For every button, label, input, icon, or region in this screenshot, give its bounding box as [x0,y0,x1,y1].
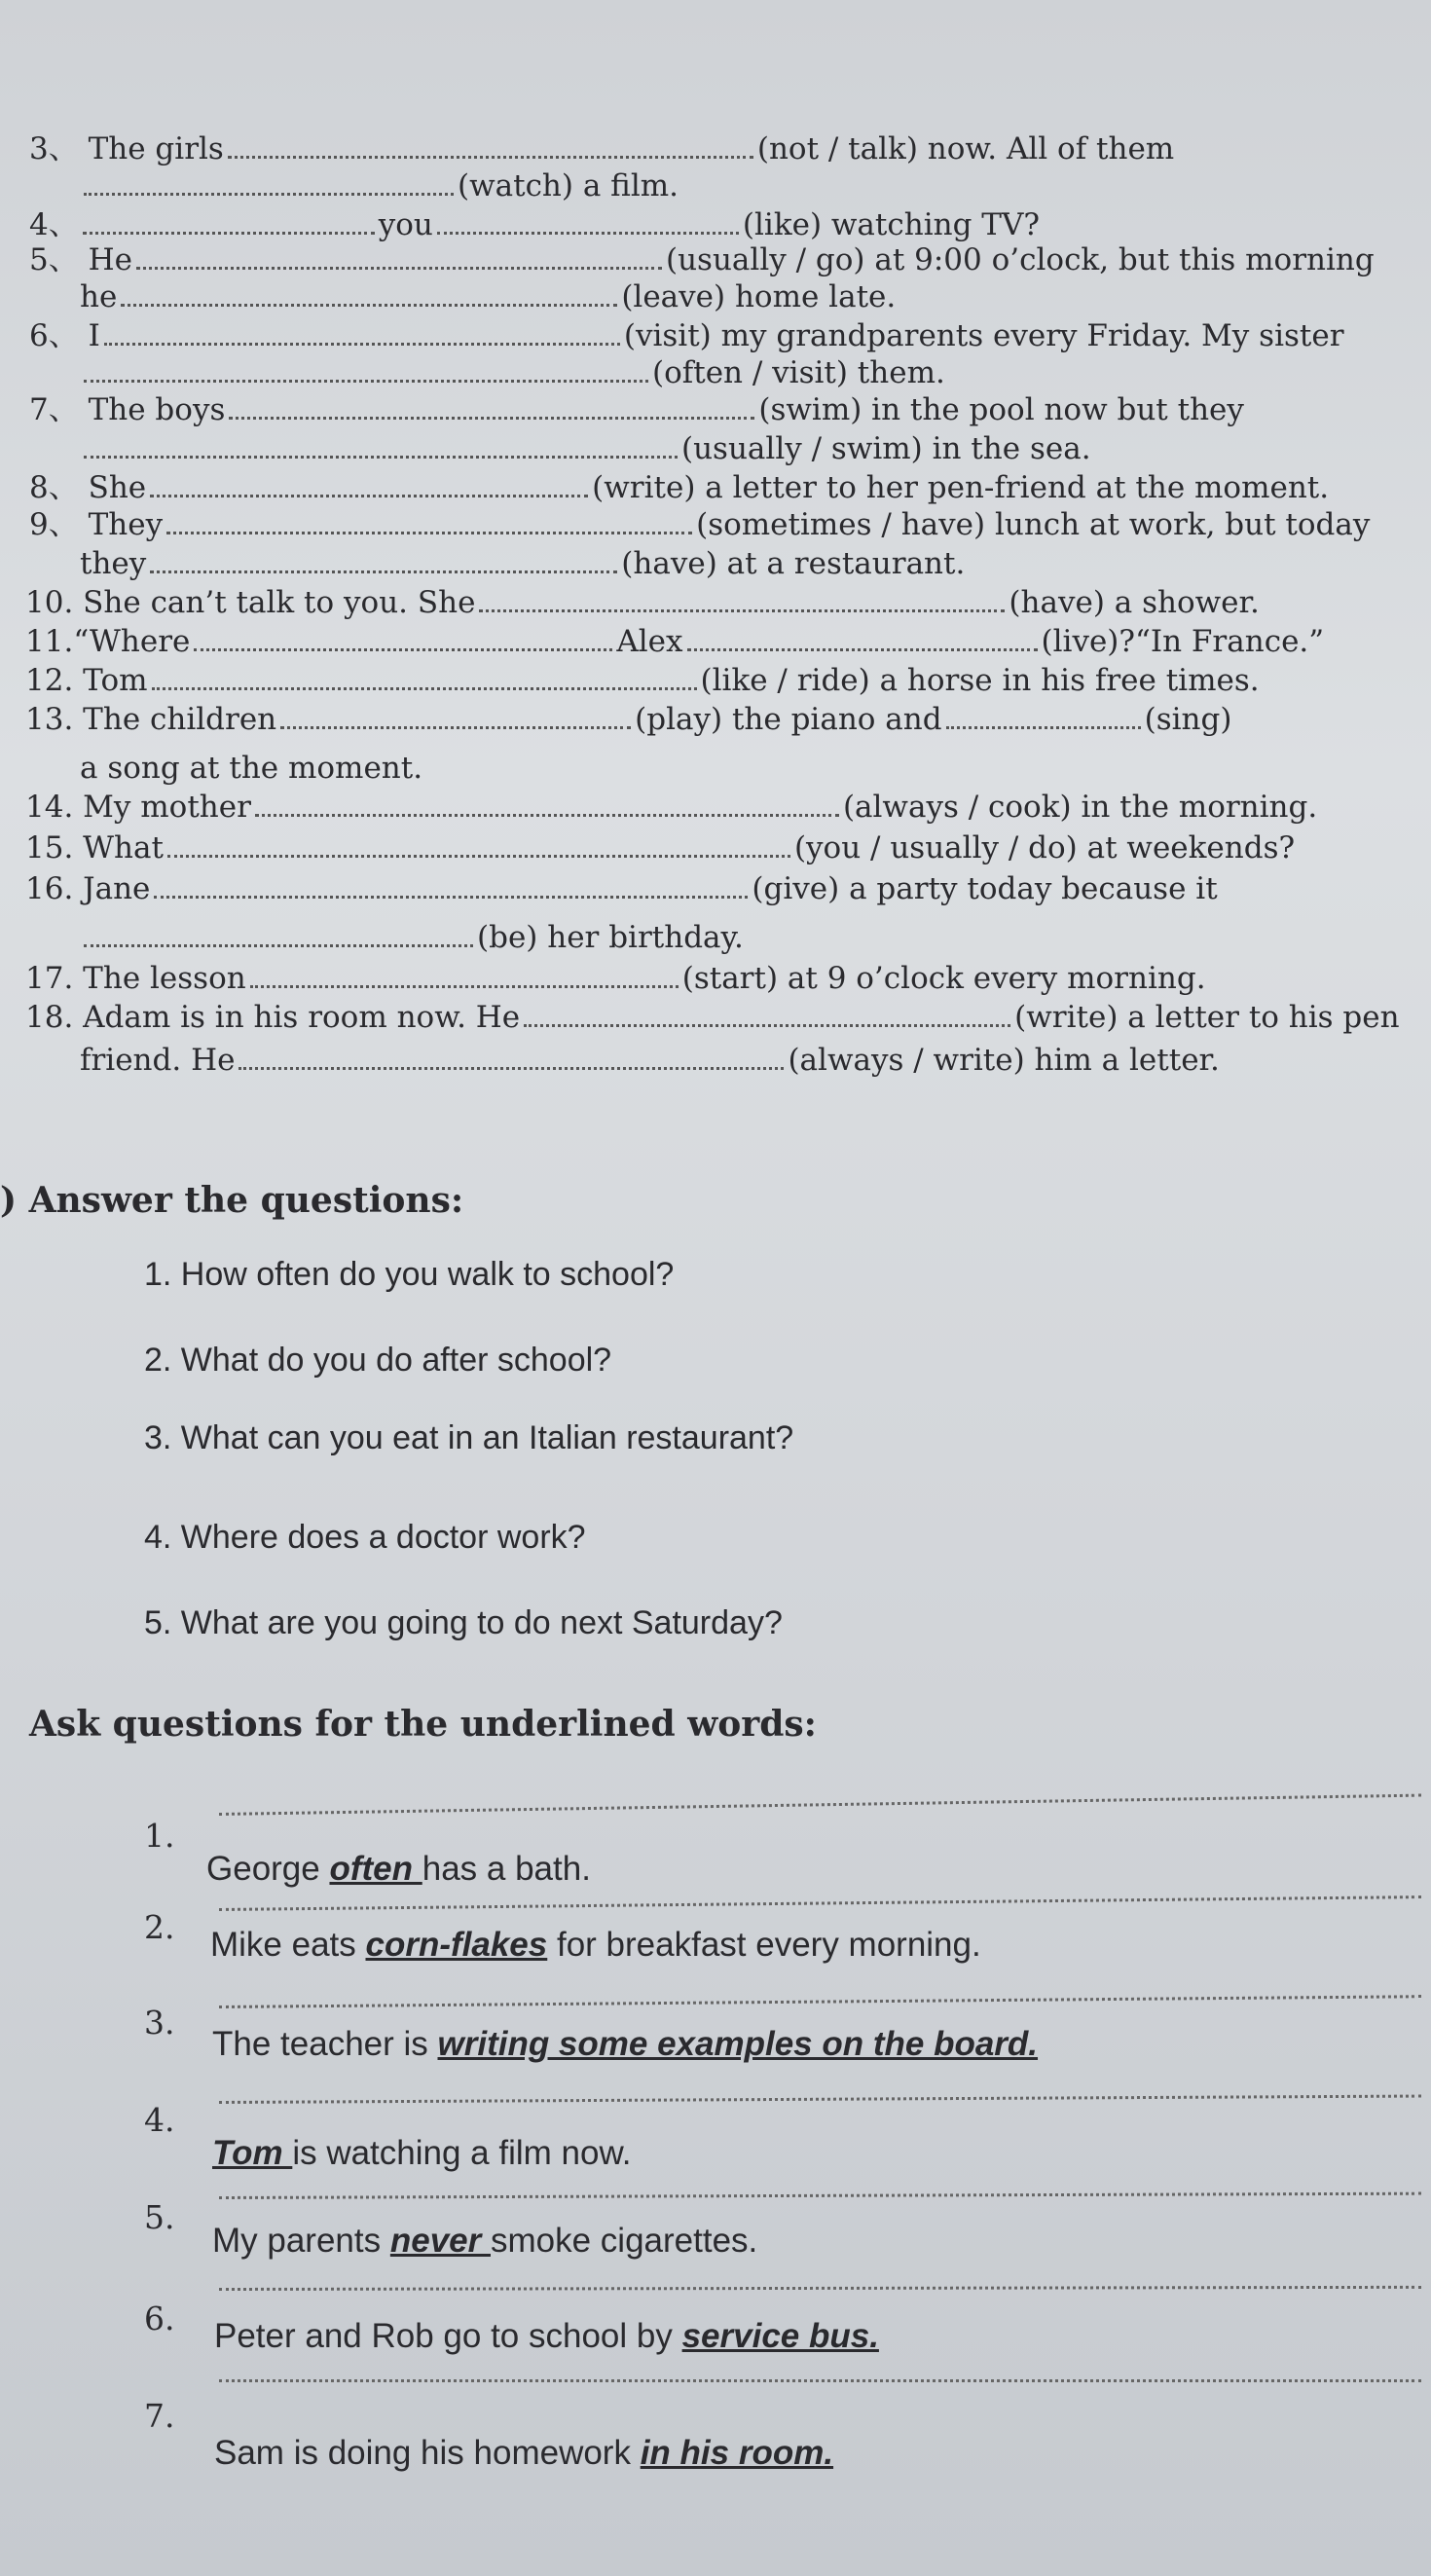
exercise-line: 8、 She (write) a letter to her pen-friend at the moment. [29,470,1330,505]
exercise-line: 4、 you (like) watching TV? [29,207,1040,242]
answer-line[interactable] [219,1794,1421,1816]
exercise-line: 13. The children (play) the piano and (sing) [25,702,1232,737]
item-number: 1. [144,1817,175,1855]
sentence: My parents never smoke cigarettes. [212,2222,758,2260]
exercise-line: 12. Tom (like / ride) a horse in his free times. [25,663,1260,698]
sentence: Mike eats corn-flakes for breakfast every morning. [210,1926,981,1964]
item-number: 3. [144,2004,175,2042]
exercise-line: 7、 The boys (swim) in the pool now but they [29,392,1244,427]
answer-line[interactable] [219,2379,1421,2382]
question: 1. How often do you walk to school? [144,1256,675,1293]
answer-line[interactable] [219,2286,1421,2291]
exercise-line: 18. Adam is in his room now. He (write) a letter to his pen [25,1000,1400,1035]
exercise-line: 15. What (you / usually / do) at weekends? [25,830,1296,865]
exercise-line: a song at the moment. [80,751,423,786]
exercise-line: 16. Jane (give) a party today because it [25,871,1218,906]
question: 4. Where does a doctor work? [144,1519,586,1556]
exercise-line: 11.“Where Alex (live)?“In France.” [25,624,1325,659]
exercise-line: 5、 He (usually / go) at 9:00 o’clock, but this morning [29,242,1375,277]
item-number: 4. [144,2101,175,2139]
exercise-line: 9、 They (sometimes / have) lunch at work, but today [29,507,1371,542]
sentence: Tom is watching a film now. [212,2134,632,2172]
question: 5. What are you going to do next Saturday? [144,1604,783,1641]
answer-line[interactable] [219,2095,1421,2104]
section-heading: ) Answer the questions: [0,1180,464,1221]
exercise-line: friend. He (always / write) him a letter. [80,1043,1220,1078]
exercise-line: 14. My mother (always / cook) in the morning. [25,790,1318,825]
exercise-line: they (have) at a restaurant. [80,546,966,581]
exercise-line: (often / visit) them. [80,354,945,391]
exercise-line: 10. She can’t talk to you. She (have) a shower. [25,585,1260,620]
sentence: Peter and Rob go to school by service bus. [214,2317,879,2355]
exercise-line: 17. The lesson (start) at 9 o’clock every morning. [25,961,1206,996]
item-number: 2. [144,1908,175,1946]
sentence: George often has a bath. [206,1850,591,1888]
item-number: 6. [144,2300,175,2337]
exercise-line: (watch) a film. [80,167,679,204]
sentence: Sam is doing his homework in his room. [214,2434,834,2472]
item-number: 5. [144,2198,175,2236]
exercise-line: 6、 I (visit) my grandparents every Friday. My sister [29,318,1344,353]
sentence: The teacher is writing some examples on the board. [212,2025,1039,2063]
exercise-line: (usually / swim) in the sea. [80,430,1091,467]
answer-line[interactable] [219,1895,1421,1911]
exercise-line: 3、 The girls (not / talk) now. All of them [29,131,1175,166]
section-heading: Ask questions for the underlined words: [29,1704,817,1745]
question: 3. What can you eat in an Italian restaurant? [144,1419,794,1456]
answer-line[interactable] [219,2192,1421,2199]
exercise-line: he (leave) home late. [80,279,897,314]
answer-line[interactable] [219,1995,1421,2008]
exercise-line: (be) her birthday. [80,919,744,956]
question: 2. What do you do after school? [144,1342,612,1379]
item-number: 7. [144,2397,175,2435]
